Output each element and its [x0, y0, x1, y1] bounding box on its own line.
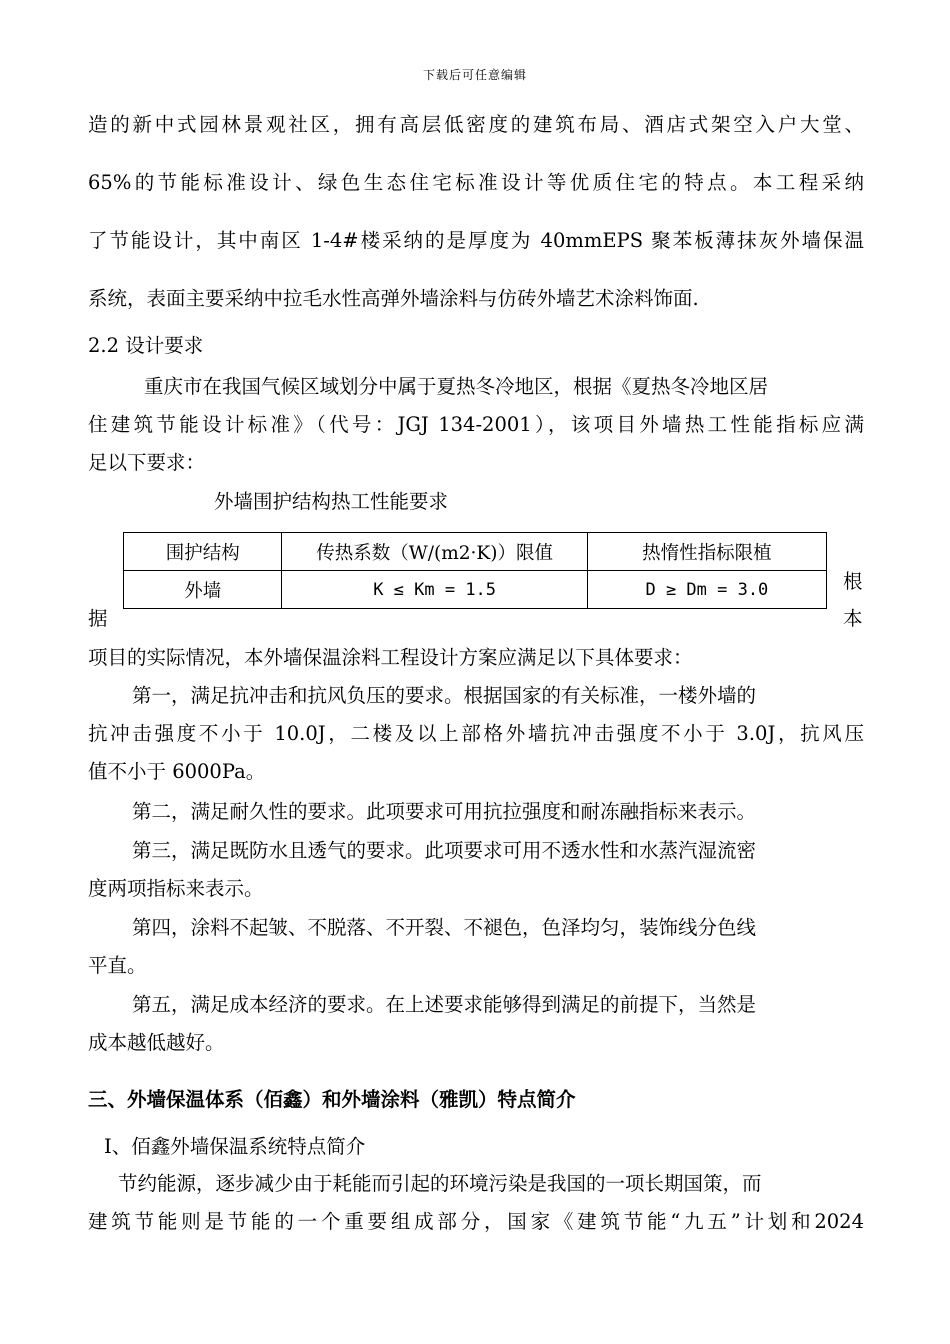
requirement-4-line-1: 第四，涂料不起皱、不脱落、不开裂、不褪色，色泽均匀，装饰线分色线 — [132, 916, 757, 939]
requirement-3-line-2: 度两项指标来表示。 — [88, 877, 264, 900]
requirement-1-line-3: 值不小于 6000Pa。 — [88, 760, 266, 783]
intro-line-4: 系统，表面主要采纳中拉毛水性高弹外墙涂料与仿砖外墙艺术涂料饰面. — [88, 287, 699, 310]
table-cell: D ≥ Dm = 3.0 — [587, 571, 826, 609]
design-para-line-3: 足以下要求： — [88, 451, 206, 474]
side-char-right-bottom: 本 — [843, 607, 863, 630]
design-para-line-1: 重庆市在我国气候区域划分中属于夏热冬冷地区，根据《夏热冬冷地区居 — [144, 375, 769, 398]
table-cell: K ≤ Km = 1.5 — [282, 571, 587, 609]
requirement-3-line-1: 第三，满足既防水且透气的要求。此项要求可用不透水性和水蒸汽湿流密 — [132, 839, 757, 862]
section-3-subheading: Ⅰ、佰鑫外墙保温系统特点简介 — [104, 1135, 366, 1158]
after-table-line: 项目的实际情况，本外墙保温涂料工程设计方案应满足以下具体要求： — [88, 646, 693, 669]
design-para-line-2: 住建筑节能设计标准》（代号：JGJ 134-2001），该项目外墙热工性能指标应满 — [88, 413, 864, 436]
table-cell: 外墙 — [124, 571, 282, 609]
requirement-1-line-2: 抗冲击强度不小于 10.0J，二楼及以上部格外墙抗冲击强度不小于 3.0J，抗风压 — [88, 722, 864, 745]
section-3-para-line-2: 建筑节能则是节能的一个重要组成部分，国家《建筑节能“九五”计划和2024 — [88, 1210, 864, 1233]
side-char-right-top: 根 — [843, 570, 863, 593]
table-row — [124, 571, 827, 609]
requirement-5-line-2: 成本越低越好。 — [88, 1031, 225, 1054]
table-title: 外墙围护结构热工性能要求 — [214, 490, 449, 513]
section-3-para-line-1: 节约能源，逐步减少由于耗能而引起的环境污染是我国的一项长期国策，而 — [118, 1172, 762, 1195]
intro-line-2: 65%的节能标准设计、绿色生态住宅标准设计等优质住宅的特点。本工程采纳 — [88, 171, 864, 194]
intro-line-3: 了节能设计，其中南区 1-4#楼采纳的是厚度为 40mmEPS 聚苯板薄抹灰外墙保温 — [88, 229, 864, 252]
page-header-note: 下载后可任意编辑 — [422, 68, 527, 82]
section-3-heading: 三、外墙保温体系（佰鑫）和外墙涂料（雅凯）特点简介 — [88, 1088, 576, 1111]
requirement-2: 第二，满足耐久性的要求。此项要求可用抗拉强度和耐冻融指标来表示。 — [132, 800, 757, 823]
table-header-row — [124, 533, 827, 571]
table-header-cell: 围护结构 — [124, 533, 282, 571]
requirement-4-line-2: 平直。 — [88, 954, 147, 977]
table-header-cell: 热惰性指标限植 — [587, 533, 826, 571]
section-2-2-heading: 2.2 设计要求 — [88, 334, 204, 357]
requirement-5-line-1: 第五，满足成本经济的要求。在上述要求能够得到满足的前提下，当然是 — [132, 993, 757, 1016]
requirement-1-line-1: 第一，满足抗冲击和抗风负压的要求。根据国家的有关标准，一楼外墙的 — [132, 684, 757, 707]
thermal-performance-table — [123, 532, 827, 609]
side-char-left: 据 — [88, 607, 108, 630]
intro-line-1: 造的新中式园林景观社区，拥有高层低密度的建筑布局、酒店式架空入户大堂、 — [88, 113, 864, 136]
table-header-cell: 传热系数（W/(m2·K)）限值 — [282, 533, 587, 571]
